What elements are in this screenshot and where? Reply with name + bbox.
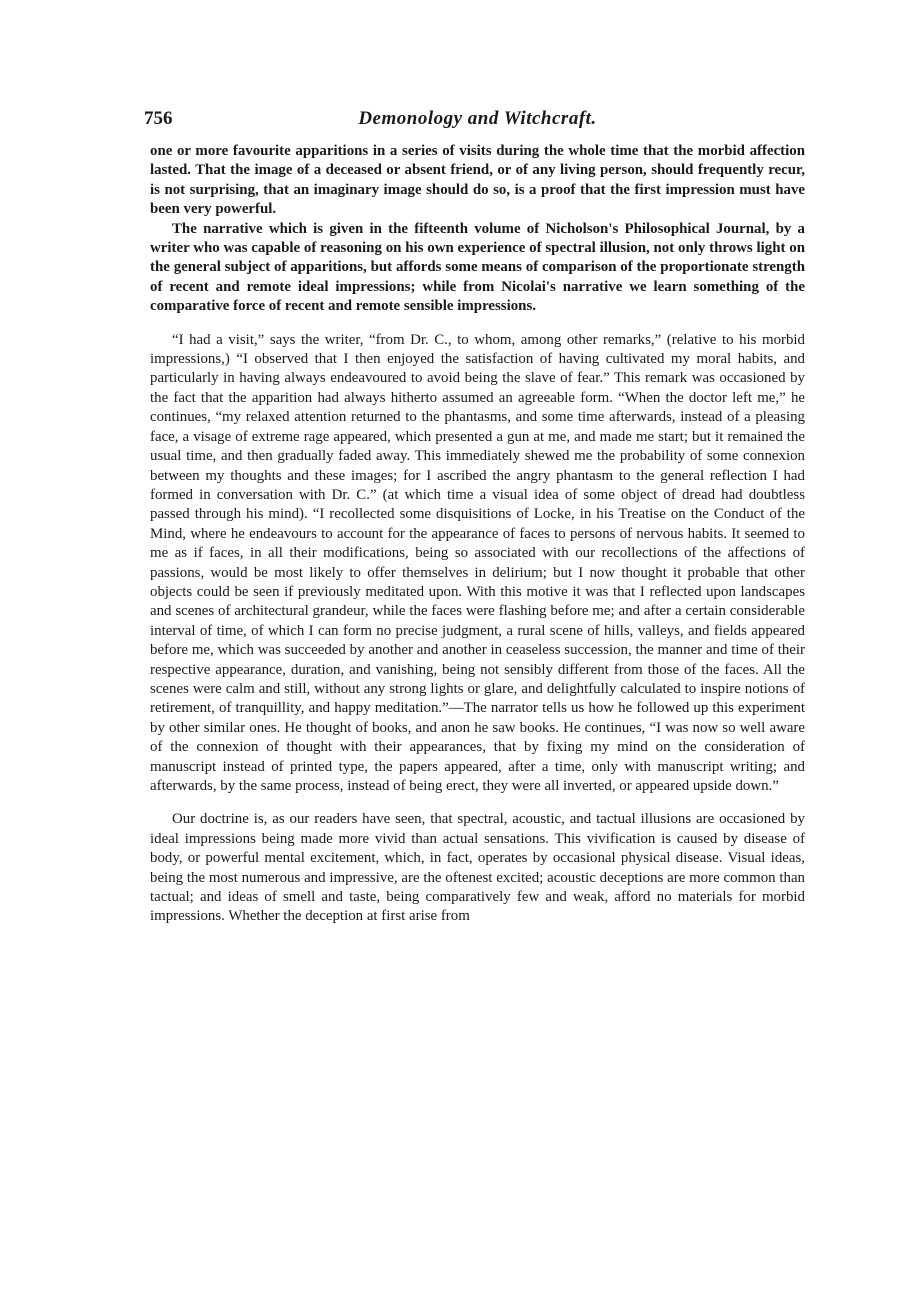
running-title: Demonology and Witchcraft. [358,108,597,129]
page-number: 756 [144,108,173,129]
running-head [144,108,805,142]
paragraph-2: The narrative which is given in the fifteenth volume of Nicholson's Philosophical Journal, by a writer who was capable of reasoning on his own experience of spectral illusion, not only throws light on the general subject of apparitions, but affords some means of comparison of the proportionate strength of recent and remote ideal impressions; while from Nicolai's narrative we learn something of the comparative force of recent and remote sensible impressions. [150,220,805,315]
quoted-narrative: “I had a visit,” says the writer, “from Dr. C., to whom, among other remarks,” (relative to his morbid impressions,) “I observed that I then enjoyed the satisfaction of having cultivated my moral habits, and particularly in having always endeavoured to avoid being the slave of fear.” This remark was occasioned by the fact that the apparition had always hitherto assumed an agreeable form. “When the doctor left me,” he continues, “my relaxed attention returned to the phantasms, and some time afterwards, instead of a pleasing face, a visage of extreme rage appeared, which presented a gun at me, and made me start; but it remained the usual time, and then gradually faded away. This immediately shewed me the probability of some connexion between my thoughts and these images; for I ascribed the angry phantasm to the general reflection I had formed in conversation with Dr. C.” (at which time a visual idea of some object of dread had doubtless passed through his mind). “I recollected some disquisitions of Locke, in his Treatise on the Conduct of the Mind, where he endeavours to account for the appearance of faces to persons of nervous habits. It seemed to me as if faces, in all their modifications, being so associated with our recollections of the affections of passions, would be most likely to offer themselves in delirium; but I now thought it probable that other objects could be seen if previously meditated upon. With this motive it was that I reflected upon landscapes and scenes of architectural grandeur, while the faces were flashing before me; and after a certain considerable interval of time, of which I can form no precise judgment, a rural scene of hills, valleys, and fields appeared before me, which was succeeded by another and another in ceaseless succession, the manner and time of their respective appearance, duration, and vanishing, being not sensibly different from those of the faces. All the scenes were calm and still, without any strong lights or glare, and delightfully calculated to inspire notions of retirement, of tranquillity, and happy meditation.”—The narrator tells us how he followed up this experiment by other similar ones. He thought of books, and anon he saw books. He continues, “I was now so well aware of the connexion of thought with their appearances, that by fixing my mind on the consideration of manuscript instead of printed type, the papers appeared, after a time, only with manuscript writing; and afterwards, by the same process, instead of being erect, they were all inverted, or appeared upside down.” [150,331,805,794]
paragraph-1: one or more favourite apparitions in a series of visits during the whole time that the morbid affection lasted. That the image of a deceased or absent friend, or of any living person, should frequently recur, is not surprising, that an imaginary image should do so, is a proof that the first impression must have been very powerful. [150,143,805,218]
paragraph-3: Our doctrine is, as our readers have seen, that spectral, acoustic, and tactual illusions are occasioned by ideal impressions being made more vivid than actual sensations. This vivification is caused by disease of body, or powerful mental excitement, which, in fact, operates by occasional physical disease. Visual ideas, being the most numerous and impressive, are the oftenest excited; acoustic deceptions are more common than tactual; and ideas of smell and taste, being comparatively few and weak, afford no materials for morbid impressions. Whether the deception at first arise from [150,811,805,925]
